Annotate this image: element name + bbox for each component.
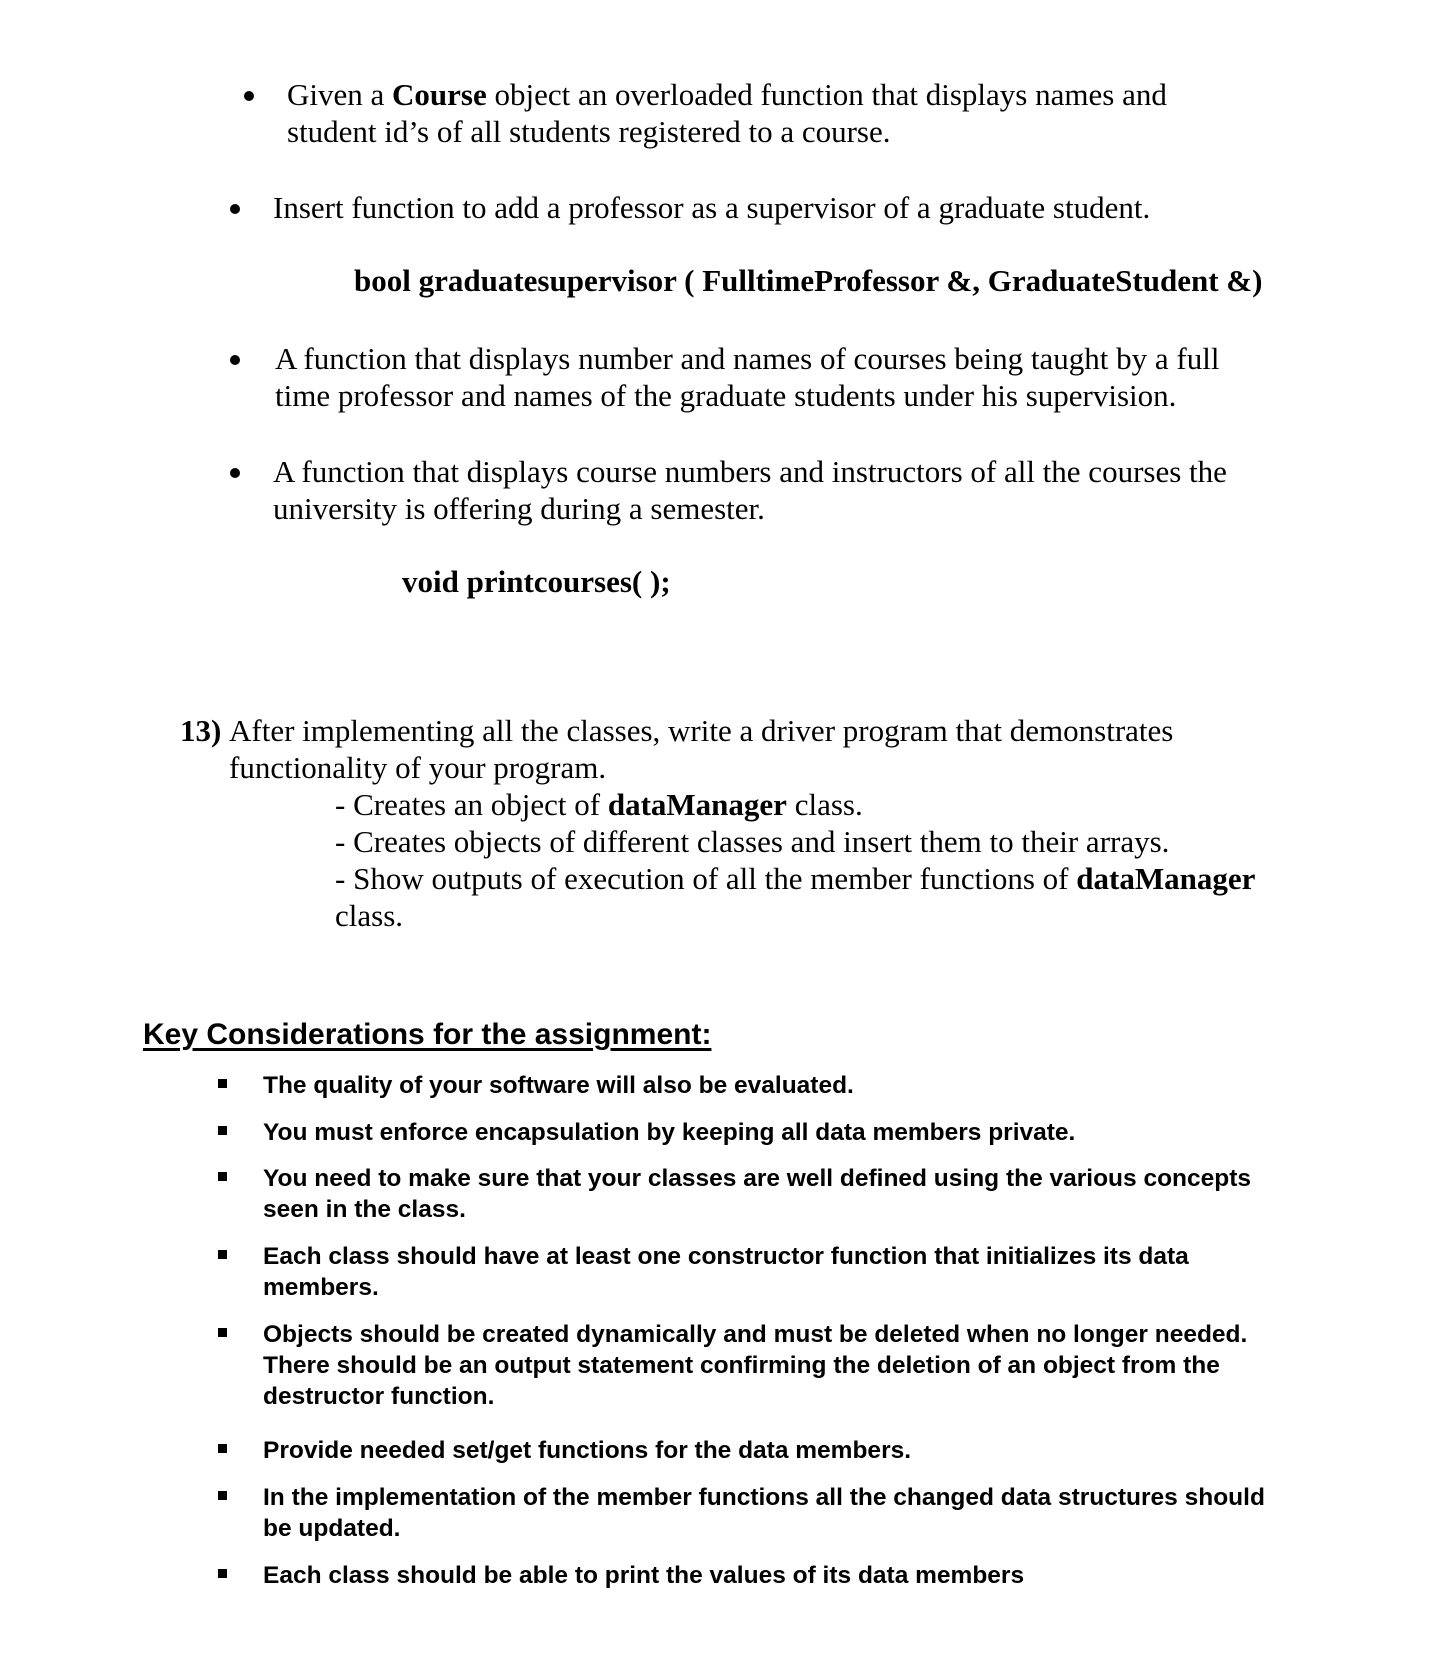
square-bullet <box>218 1491 227 1500</box>
datamanager-keyword: dataManager <box>1076 861 1256 896</box>
kc-item-print-values: Each class should be able to print the values of its data members <box>263 1562 1025 1589</box>
kc-item-well-defined: You need to make sure that your classes are well defined using the various concepts seen in the class. <box>263 1165 1252 1223</box>
bullet-course-instructors: A function that displays course numbers and instructors of all the courses the university is offering during a semester. <box>273 454 1227 526</box>
key-considerations-heading: Key Considerations for the assignment: <box>143 1018 712 1051</box>
square-bullet <box>218 1444 227 1453</box>
bullet-course-display: Given a Course object an overloaded function that displays names and student id’s of all students registered to a course. <box>287 77 1167 149</box>
square-bullet <box>218 1079 227 1088</box>
item-13-intro: After implementing all the classes, write a driver program that demonstrates functionality of your program. <box>229 713 1174 785</box>
course-keyword: Course <box>392 77 487 112</box>
print-courses-signature: void printcourses( ); <box>402 564 671 599</box>
square-bullet <box>218 1126 227 1135</box>
datamanager-keyword: dataManager <box>607 787 787 822</box>
square-bullet <box>218 1172 227 1181</box>
item-13-sub-1: - Creates an object of dataManager class. <box>335 787 863 822</box>
item-13-number: 13) <box>180 713 222 748</box>
bullet-dot <box>244 91 254 101</box>
bullet-dot <box>230 468 240 478</box>
graduate-supervisor-signature: bool graduatesupervisor ( FulltimeProfessor &, GraduateStudent &) <box>354 263 1263 298</box>
bullet-professor-courses: A function that displays number and names of courses being taught by a full time professor and names of the graduate students under his supervision. <box>275 341 1220 413</box>
kc-item-dynamic-objects: Objects should be created dynamically and must be deleted when no longer needed. There should be an output statement confirming the deletion of an object from the destructor function. <box>263 1321 1248 1410</box>
kc-item-quality: The quality of your software will also be evaluated. <box>263 1072 854 1099</box>
kc-item-updated-structures: In the implementation of the member functions all the changed data structures should be updated. <box>263 1484 1265 1542</box>
bullet-dot <box>230 355 240 365</box>
bullet-insert-supervisor: Insert function to add a professor as a supervisor of a graduate student. <box>273 190 1151 225</box>
kc-item-encapsulation: You must enforce encapsulation by keeping all data members private. <box>263 1119 1076 1146</box>
square-bullet <box>218 1328 227 1337</box>
item-13-sub-2: - Creates objects of different classes and insert them to their arrays. <box>335 824 1170 859</box>
square-bullet <box>218 1569 227 1578</box>
bullet-dot <box>230 204 240 214</box>
kc-item-set-get: Provide needed set/get functions for the data members. <box>263 1437 912 1464</box>
item-13-sub-3: - Show outputs of execution of all the member functions of dataManager class. <box>335 861 1256 933</box>
kc-item-constructor: Each class should have at least one constructor function that initializes its data members. <box>263 1243 1189 1301</box>
square-bullet <box>218 1250 227 1259</box>
